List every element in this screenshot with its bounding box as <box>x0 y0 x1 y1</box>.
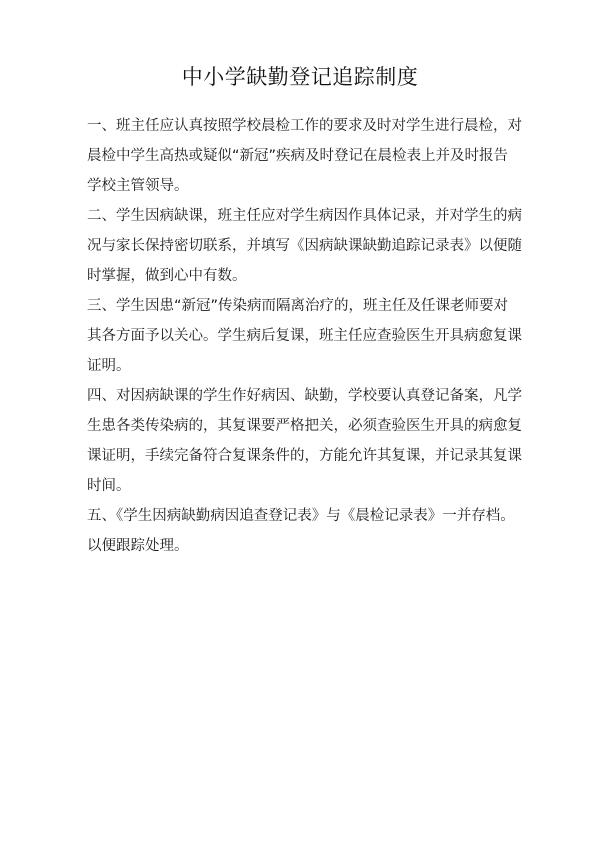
paragraph-line: 五、《学生因病缺勤病因追查登记表》与《晨检记录表》一并存档。 <box>87 508 515 524</box>
paragraph-line: 一、班主任应认真按照学校晨检工作的要求及时对学生进行晨检，对 <box>87 118 522 134</box>
paragraph-line: 况与家长保持密切联系，并填写《因病缺课缺勤追踪记录表》以便随 <box>87 238 522 254</box>
paragraph-line: 时间。 <box>87 478 131 494</box>
paragraph-2 <box>87 201 522 291</box>
paragraph-3 <box>87 291 522 381</box>
paragraph-line: 学校主管领导。 <box>87 178 189 194</box>
paragraph-line: 时掌握，做到心中有数。 <box>87 268 247 284</box>
paragraph-line: 二、学生因病缺课，班主任应对学生病因作具体记录，并对学生的病 <box>87 208 522 224</box>
paragraph-line: 四、对因病缺课的学生作好病因、缺勤，学校要认真登记备案，凡学 <box>87 388 522 404</box>
paragraph-1 <box>87 111 522 201</box>
paragraph-line: 证明。 <box>87 358 131 374</box>
document-title: 中小学缺勤登记追踪制度 <box>181 65 419 89</box>
paragraph-line: 其各方面予以关心。学生病后复课，班主任应查验医生开具病愈复课 <box>87 328 522 344</box>
paragraph-line: 以便跟踪处理。 <box>87 538 189 554</box>
paragraph-line: 课证明，手续完备符合复课条件的，方能允许其复课，并记录其复课 <box>87 448 522 464</box>
paragraph-line: 晨检中学生高热或疑似“新冠”疾病及时登记在晨检表上并及时报告 <box>87 148 509 164</box>
paragraph-5 <box>87 501 517 561</box>
paragraph-line: 三、学生因患“新冠”传染病而隔离治疗的，班主任及任课老师要对 <box>87 298 509 314</box>
paragraph-line: 生患各类传染病的，其复课要严格把关，必须查验医生开具的病愈复 <box>87 418 522 434</box>
paragraph-4 <box>87 381 522 501</box>
document-body <box>87 111 522 561</box>
